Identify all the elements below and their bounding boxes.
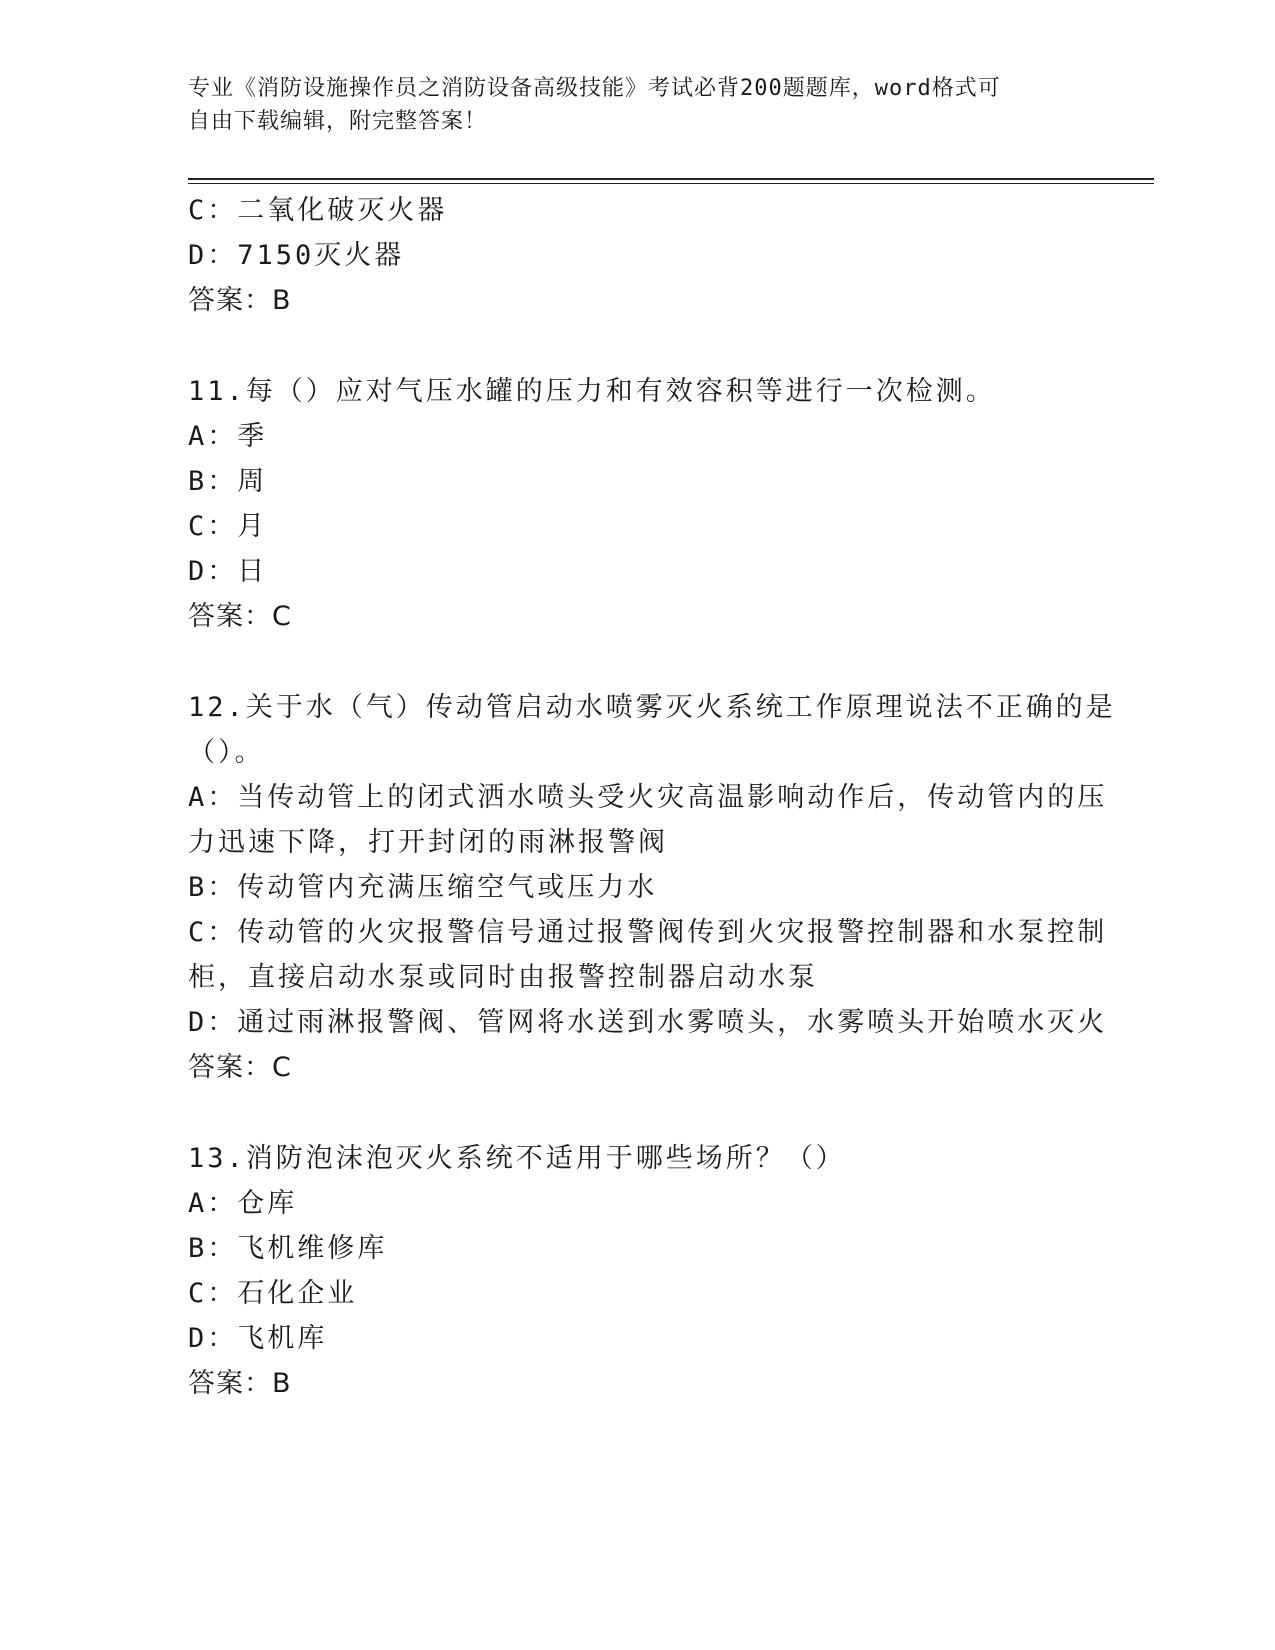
q12-option-b: B：传动管内充满压缩空气或压力水: [188, 872, 658, 903]
q13-answer: 答案：B: [188, 1368, 292, 1399]
q12-option-a-line-1: A：当传动管上的闭式洒水喷头受火灾高温影响动作后，传动管内的压: [188, 782, 1108, 813]
spacer: [188, 639, 1088, 685]
q12-option-c-line-1: C：传动管的火灾报警信号通过报警阀传到火灾报警控制器和水泵控制: [188, 917, 1108, 948]
q13-option-b: B：飞机维修库: [188, 1233, 388, 1264]
q12-option-c-line-2: 柜，直接启动水泵或同时由报警控制器启动水泵: [188, 962, 818, 993]
q13-option-a: A：仓库: [188, 1188, 298, 1219]
q12-question-line-1: 12.关于水（气）传动管启动水喷雾灭火系统工作原理说法不正确的是: [188, 692, 1116, 723]
q12-answer: 答案：C: [188, 1052, 292, 1083]
header-divider-thick: [188, 178, 1154, 180]
q11-answer: 答案：C: [188, 601, 292, 632]
q12-question-line-2: （）。: [188, 737, 265, 768]
question-10-block: [188, 188, 1088, 323]
q10-answer: 答案：B: [188, 285, 292, 316]
header-divider-thin: [188, 183, 1154, 184]
question-11-block: [188, 369, 1088, 639]
q11-option-a: A：季: [188, 421, 268, 452]
q11-option-c: C：月: [188, 511, 268, 542]
question-13-block: [188, 1136, 1088, 1406]
question-12-block: [188, 685, 1116, 1090]
q11-option-d: D：日: [188, 556, 268, 587]
q10-option-d: D：7150灭火器: [188, 240, 405, 271]
q11-option-b: B：周: [188, 466, 268, 497]
q12-option-d: D：通过雨淋报警阀、管网将水送到水雾喷头，水雾喷头开始喷水灭火: [188, 1007, 1108, 1038]
q11-question: 11.每（）应对气压水罐的压力和有效容积等进行一次检测。: [188, 376, 996, 407]
q13-question: 13.消防泡沫泡灭火系统不适用于哪些场所？（）: [188, 1143, 846, 1174]
document-header: [188, 72, 1068, 138]
q13-option-d: D：飞机库: [188, 1323, 328, 1354]
spacer: [188, 1090, 1088, 1136]
header-title-line-2: 自由下载编辑，附完整答案！: [188, 109, 488, 134]
q10-option-c: C：二氧化破灭火器: [188, 195, 448, 226]
spacer: [188, 323, 1088, 369]
q12-option-a-line-2: 力迅速下降，打开封闭的雨淋报警阀: [188, 827, 668, 858]
q13-option-c: C：石化企业: [188, 1278, 358, 1309]
header-title-line-1: 专业《消防设施操作员之消防设备高级技能》考试必背200题题库，word格式可: [188, 76, 1001, 101]
document-body: [188, 188, 1116, 1406]
